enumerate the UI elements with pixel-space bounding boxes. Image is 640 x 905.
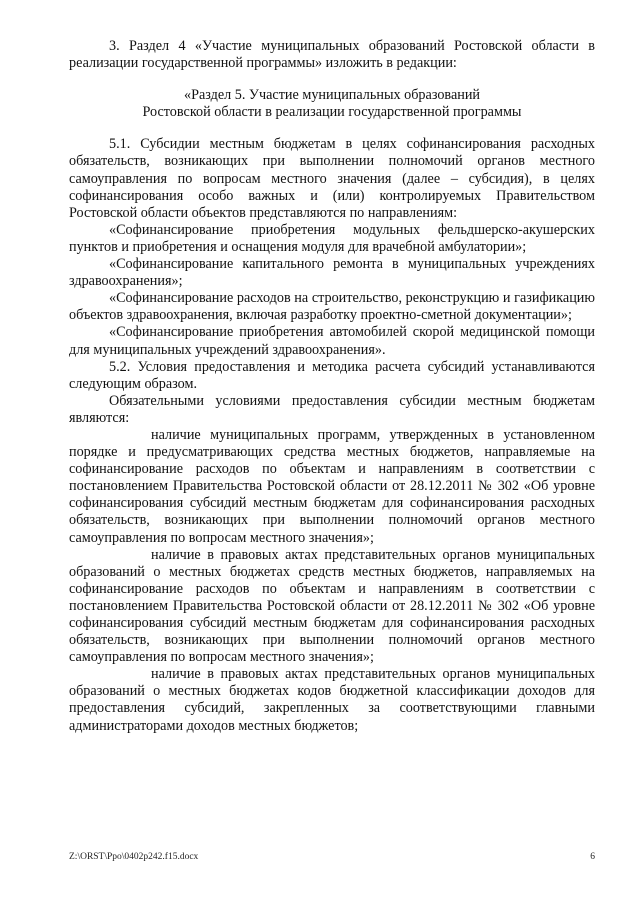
paragraph-5-2: 5.2. Условия предоставления и методика расчета субсидий устанавливаются следующим образом. — [69, 358, 595, 392]
direction-item-1: «Софинансирование приобретения модульных фельдшерско-акушерских пунктов и приобретения и оснащения модуля для врачебной амбулатории»; — [69, 221, 595, 255]
file-path: Z:\ORST\Ppo\0402p242.f15.docx — [69, 852, 199, 862]
intro-paragraph: 3. Раздел 4 «Участие муниципальных образований Ростовской области в реализации государственной программы» изложить в редакции: — [69, 38, 595, 72]
section-heading — [69, 87, 595, 121]
direction-item-3: «Софинансирование расходов на строительство, реконструкцию и газификацию объектов здравоохранения, включая разработку проектно-сметной документации»; — [69, 290, 595, 324]
condition-item-3: наличие в правовых актах представительных органов муниципальных образований о местных бюджетах кодов бюджетной классификации доходов для предоставления субсидий, закрепленных за соответствующими главными администраторами доходов местных бюджетов; — [69, 666, 595, 734]
condition-item-1: наличие муниципальных программ, утвержденных в установленном порядке и предусматривающих средства местных бюджетов, направляемые на софинансирование расходов по объектам и направлениям в соответствии с постановлением Правительства Ростовской области от 28.12.2011 № 302 «Об уровне софинансирования субсидий местным бюджетам для софинансирования расходных обязательств, возникающих при выполнении полномочий органов местного самоуправления по вопросам местного значения»; — [69, 426, 595, 546]
conditions-intro: Обязательными условиями предоставления субсидии местным бюджетам являются: — [69, 392, 595, 426]
document-body — [69, 38, 595, 735]
direction-item-2: «Софинансирование капитального ремонта в муниципальных учреждениях здравоохранения»; — [69, 256, 595, 290]
direction-item-4: «Софинансирование приобретения автомобилей скорой медицинской помощи для муниципальных учреждений здравоохранения». — [69, 324, 595, 358]
page-footer — [69, 852, 595, 866]
page-number: 6 — [590, 852, 595, 862]
paragraph-5-1: 5.1. Субсидии местным бюджетам в целях софинансирования расходных обязательств, возникающих при выполнении полномочий органов местного самоуправления по вопросам местного значения (далее – субсидия), в целях софинансирования особо важных и (или) контролируемых Правительством Ростовской области объектов представляются по направлениям: — [69, 136, 595, 221]
condition-item-2: наличие в правовых актах представительных органов муниципальных образований о местных бюджетах средств местных бюджетов, направляемых на софинансирование расходов по объектам и направлениям в соответствии с постановлением Правительства Ростовской области от 28.12.2011 № 302 «Об уровне софинансирования субсидий местным бюджетам для софинансирования расходных обязательств, возникающих при выполнении полномочий органов местного самоуправления по вопросам местного значения»; — [69, 546, 595, 666]
section-heading-line-1: «Раздел 5. Участие муниципальных образований — [183, 87, 481, 104]
section-heading-line-2: Ростовской области в реализации государственной программы — [142, 104, 522, 121]
